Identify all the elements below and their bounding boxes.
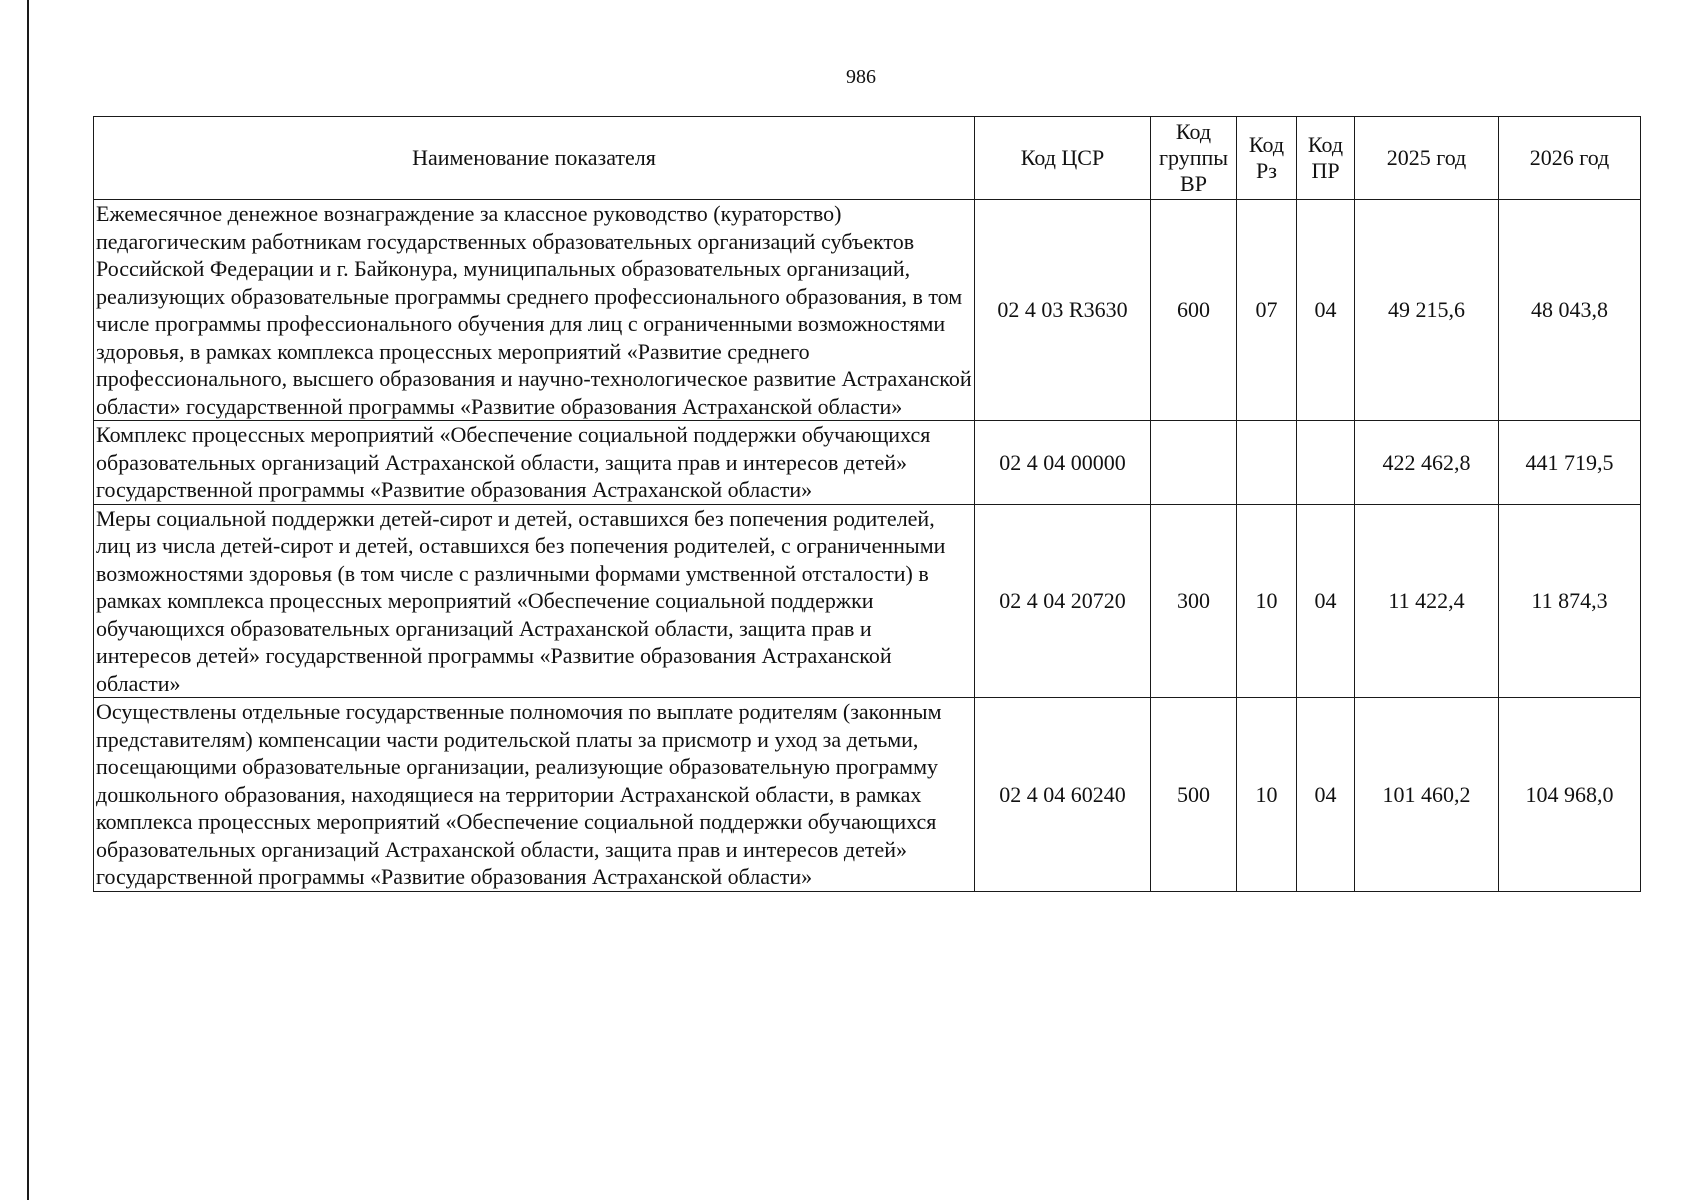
row-amount-2026: 11 874,3 bbox=[1499, 504, 1641, 698]
table-header-row bbox=[94, 117, 1641, 200]
row-amount-2026: 441 719,5 bbox=[1499, 421, 1641, 505]
row-rz-code: 10 bbox=[1237, 504, 1297, 698]
row-amount-2025: 101 460,2 bbox=[1355, 698, 1499, 892]
row-rz-code: 07 bbox=[1237, 200, 1297, 421]
row-amount-2026: 48 043,8 bbox=[1499, 200, 1641, 421]
row-csr-code: 02 4 04 00000 bbox=[975, 421, 1151, 505]
row-name: Меры социальной поддержки детей-сирот и детей, оставшихся без попечения родителей, лиц из числа детей-сирот и детей, оставшихся без попечения родителей, с ограниченными возможностями здоровья (в том числе с различными формами умственной отсталости) в рамках комплекса процессных мероприятий «Обеспечение социальной поддержки обучающихся образовательных организаций Астраханской области, защита прав и интересов детей» государственной программы «Развитие образования Астраханской области» bbox=[94, 504, 975, 698]
header-year-2025: 2025 год bbox=[1355, 117, 1499, 200]
row-vr-code: 500 bbox=[1151, 698, 1237, 892]
row-csr-code: 02 4 03 R3630 bbox=[975, 200, 1151, 421]
row-rz-code bbox=[1237, 421, 1297, 505]
row-amount-2026: 104 968,0 bbox=[1499, 698, 1641, 892]
row-pr-code: 04 bbox=[1297, 698, 1355, 892]
row-csr-code: 02 4 04 60240 bbox=[975, 698, 1151, 892]
row-vr-code: 300 bbox=[1151, 504, 1237, 698]
header-vr-code: Код группы ВР bbox=[1151, 117, 1237, 200]
budget-table bbox=[93, 116, 1641, 892]
row-amount-2025: 422 462,8 bbox=[1355, 421, 1499, 505]
row-name: Комплекс процессных мероприятий «Обеспечение социальной поддержки обучающихся образовательных организаций Астраханской области, защита прав и интересов детей» государственной программы «Развитие образования Астраханской области» bbox=[94, 421, 975, 505]
row-vr-code bbox=[1151, 421, 1237, 505]
header-csr-code: Код ЦСР bbox=[975, 117, 1151, 200]
table-row bbox=[94, 698, 1641, 892]
page-number: 986 bbox=[846, 66, 876, 88]
table-row bbox=[94, 200, 1641, 421]
header-year-2026: 2026 год bbox=[1499, 117, 1641, 200]
row-rz-code: 10 bbox=[1237, 698, 1297, 892]
row-amount-2025: 11 422,4 bbox=[1355, 504, 1499, 698]
row-pr-code: 04 bbox=[1297, 504, 1355, 698]
header-rz-code: Код Рз bbox=[1237, 117, 1297, 200]
header-pr-code: Код ПР bbox=[1297, 117, 1355, 200]
row-pr-code bbox=[1297, 421, 1355, 505]
row-csr-code: 02 4 04 20720 bbox=[975, 504, 1151, 698]
row-vr-code: 600 bbox=[1151, 200, 1237, 421]
row-name: Осуществлены отдельные государственные полномочия по выплате родителям (законным представителям) компенсации части родительской платы за присмотр и уход за детьми, посещающими образовательные организации, реализующие образовательную программу дошкольного образования, находящиеся на территории Астраханской области, в рамках комплекса процессных мероприятий «Обеспечение социальной поддержки обучающихся образовательных организаций Астраханской области, защита прав и интересов детей» государственной программы «Развитие образования Астраханской области» bbox=[94, 698, 975, 892]
table-row bbox=[94, 421, 1641, 505]
row-name: Ежемесячное денежное вознаграждение за классное руководство (кураторство) педагогическим работникам государственных образовательных организаций субъектов Российской Федерации и г. Байконура, муниципальных образовательных организаций, реализующих образовательные программы среднего профессионального образования, в том числе программы профессионального обучения для лиц с ограниченными возможностями здоровья, в рамках комплекса процессных мероприятий «Развитие среднего профессионального, высшего образования и научно-технологическое развитие Астраханской области» государственной программы «Развитие образования Астраханской области» bbox=[94, 200, 975, 421]
row-pr-code: 04 bbox=[1297, 200, 1355, 421]
row-amount-2025: 49 215,6 bbox=[1355, 200, 1499, 421]
binding-margin-line bbox=[27, 0, 29, 1200]
table-row bbox=[94, 504, 1641, 698]
header-name: Наименование показателя bbox=[94, 117, 975, 200]
